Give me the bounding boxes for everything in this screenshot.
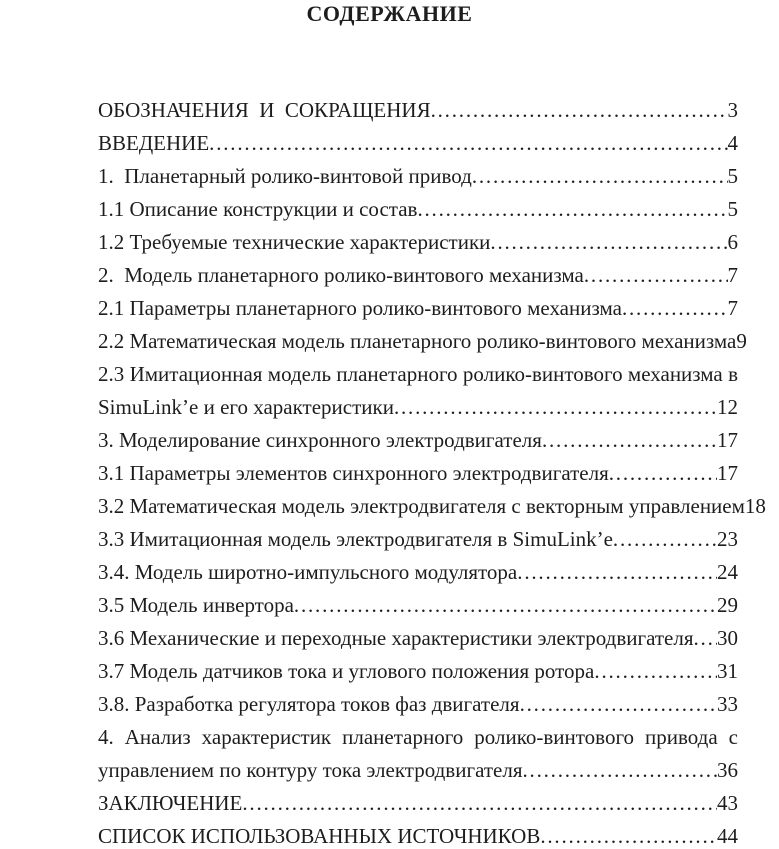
dot-leader <box>542 424 717 457</box>
toc-entry-label: 3.5 Модель инвертора <box>98 593 294 617</box>
toc-entry-page: 33 <box>717 692 738 716</box>
toc-entry <box>98 490 766 523</box>
toc-entry-label: СПИСОК ИСПОЛЬЗОВАННЫХ ИСТОЧНИКОВ <box>98 824 541 848</box>
dot-leader <box>540 820 717 849</box>
toc-entry <box>98 457 738 490</box>
toc-entry-page: 17 <box>717 428 738 452</box>
toc-entry-label: 2.1 Параметры планетарного ролико-винтового механизма <box>98 296 622 320</box>
page-title: СОДЕРЖАНИЕ <box>306 1 473 26</box>
dot-leader <box>622 292 728 325</box>
toc-entry-page: 7 <box>727 263 738 287</box>
toc-entry <box>98 787 738 820</box>
dot-leader <box>394 391 717 424</box>
toc-entry-page: 9 <box>736 329 747 353</box>
dot-leader <box>242 787 717 820</box>
table-of-contents <box>98 94 766 849</box>
toc-entry <box>98 226 738 259</box>
toc-entry <box>98 655 738 688</box>
dot-leader <box>417 193 727 226</box>
toc-entry <box>98 589 738 622</box>
toc-entry-label: 3. Моделирование синхронного электродвигателя <box>98 428 542 452</box>
toc-entry-label: 3.4. Модель широтно-импульсного модулятора <box>98 560 518 584</box>
toc-entry-page: 31 <box>717 659 738 683</box>
toc-entry-page: 17 <box>717 461 738 485</box>
toc-entry <box>98 523 738 556</box>
toc-entry <box>98 160 738 193</box>
toc-entry-label: ВВЕДЕНИЕ <box>98 131 210 155</box>
toc-entry-page: 30 <box>717 626 738 650</box>
dot-leader <box>613 523 717 556</box>
toc-entry <box>98 94 738 127</box>
dot-leader <box>584 259 728 292</box>
toc-entry-page: 23 <box>717 527 738 551</box>
toc-entry <box>98 193 738 226</box>
toc-entry-label: 3.3 Имитационная модель электродвигателя в SimuLink’е <box>98 527 613 551</box>
toc-entry-page: 6 <box>727 230 738 254</box>
toc-entry-label: ЗАКЛЮЧЕНИЕ <box>98 791 243 815</box>
toc-entry-page: 24 <box>717 560 738 584</box>
dot-leader <box>694 622 718 655</box>
toc-entry-label: 1.1 Описание конструкции и состав <box>98 197 418 221</box>
dot-leader <box>517 556 717 589</box>
toc-entry <box>98 556 738 589</box>
toc-entry-label: 3.2 Математическая модель электродвигателя с векторным управлением <box>98 494 745 518</box>
toc-entry-page: 4 <box>727 131 738 155</box>
toc-entry-page: 3 <box>727 98 738 122</box>
toc-entry-page: 29 <box>717 593 738 617</box>
toc-entry-label: управлением по контуру тока электродвигателя <box>98 758 523 782</box>
dot-leader <box>522 754 717 787</box>
toc-entry <box>98 325 747 358</box>
dot-leader <box>490 226 727 259</box>
toc-entry-label: 1. Планетарный ролико-винтовой привод <box>98 164 472 188</box>
dot-leader <box>294 589 717 622</box>
toc-entry-label: 2. Модель планетарного ролико-винтового механизма <box>98 263 584 287</box>
toc-entry <box>98 622 738 655</box>
toc-entry <box>98 292 738 325</box>
toc-entry-label: 3.1 Параметры элементов синхронного электродвигателя <box>98 461 609 485</box>
toc-entry-label: 2.2 Математическая модель планетарного ролико-винтового механизма <box>98 329 737 353</box>
toc-entry-page: 12 <box>717 395 738 419</box>
toc-entry-wrapped: 4. Анализ характеристик планетарного ролико-винтового привода с <box>98 725 738 749</box>
toc-entry-label: 1.2 Требуемые технические характеристики <box>98 230 491 254</box>
toc-entry-label: 3.6 Механические и переходные характеристики электродвигателя <box>98 626 694 650</box>
dot-leader <box>609 457 717 490</box>
toc-entry <box>98 820 738 849</box>
toc-entry <box>98 127 738 160</box>
toc-entry <box>98 391 738 424</box>
toc-entry-page: 43 <box>717 791 738 815</box>
toc-entry <box>98 424 738 457</box>
toc-entry-wrapped: 2.3 Имитационная модель планетарного ролико-винтового механизма в <box>98 362 738 386</box>
dot-leader <box>472 160 728 193</box>
dot-leader <box>594 655 717 688</box>
dot-leader <box>431 94 728 127</box>
dot-leader <box>209 127 727 160</box>
toc-entry <box>98 754 738 787</box>
toc-entry-page: 5 <box>727 164 738 188</box>
toc-entry-label: 3.8. Разработка регулятора токов фаз двигателя <box>98 692 520 716</box>
dot-leader <box>520 688 717 721</box>
toc-entry-page: 36 <box>717 758 738 782</box>
toc-entry-page: 44 <box>717 824 738 848</box>
toc-entry-page: 7 <box>727 296 738 320</box>
toc-entry-label: SimuLink’е и его характеристики <box>98 395 394 419</box>
toc-entry-page: 18 <box>744 494 766 518</box>
toc-entry <box>98 688 738 721</box>
toc-entry-label: 3.7 Модель датчиков тока и углового положения ротора <box>98 659 595 683</box>
toc-entry-page: 5 <box>727 197 738 221</box>
toc-entry <box>98 259 738 292</box>
toc-entry-label: ОБОЗНАЧЕНИЯ И СОКРАЩЕНИЯ <box>98 98 431 122</box>
